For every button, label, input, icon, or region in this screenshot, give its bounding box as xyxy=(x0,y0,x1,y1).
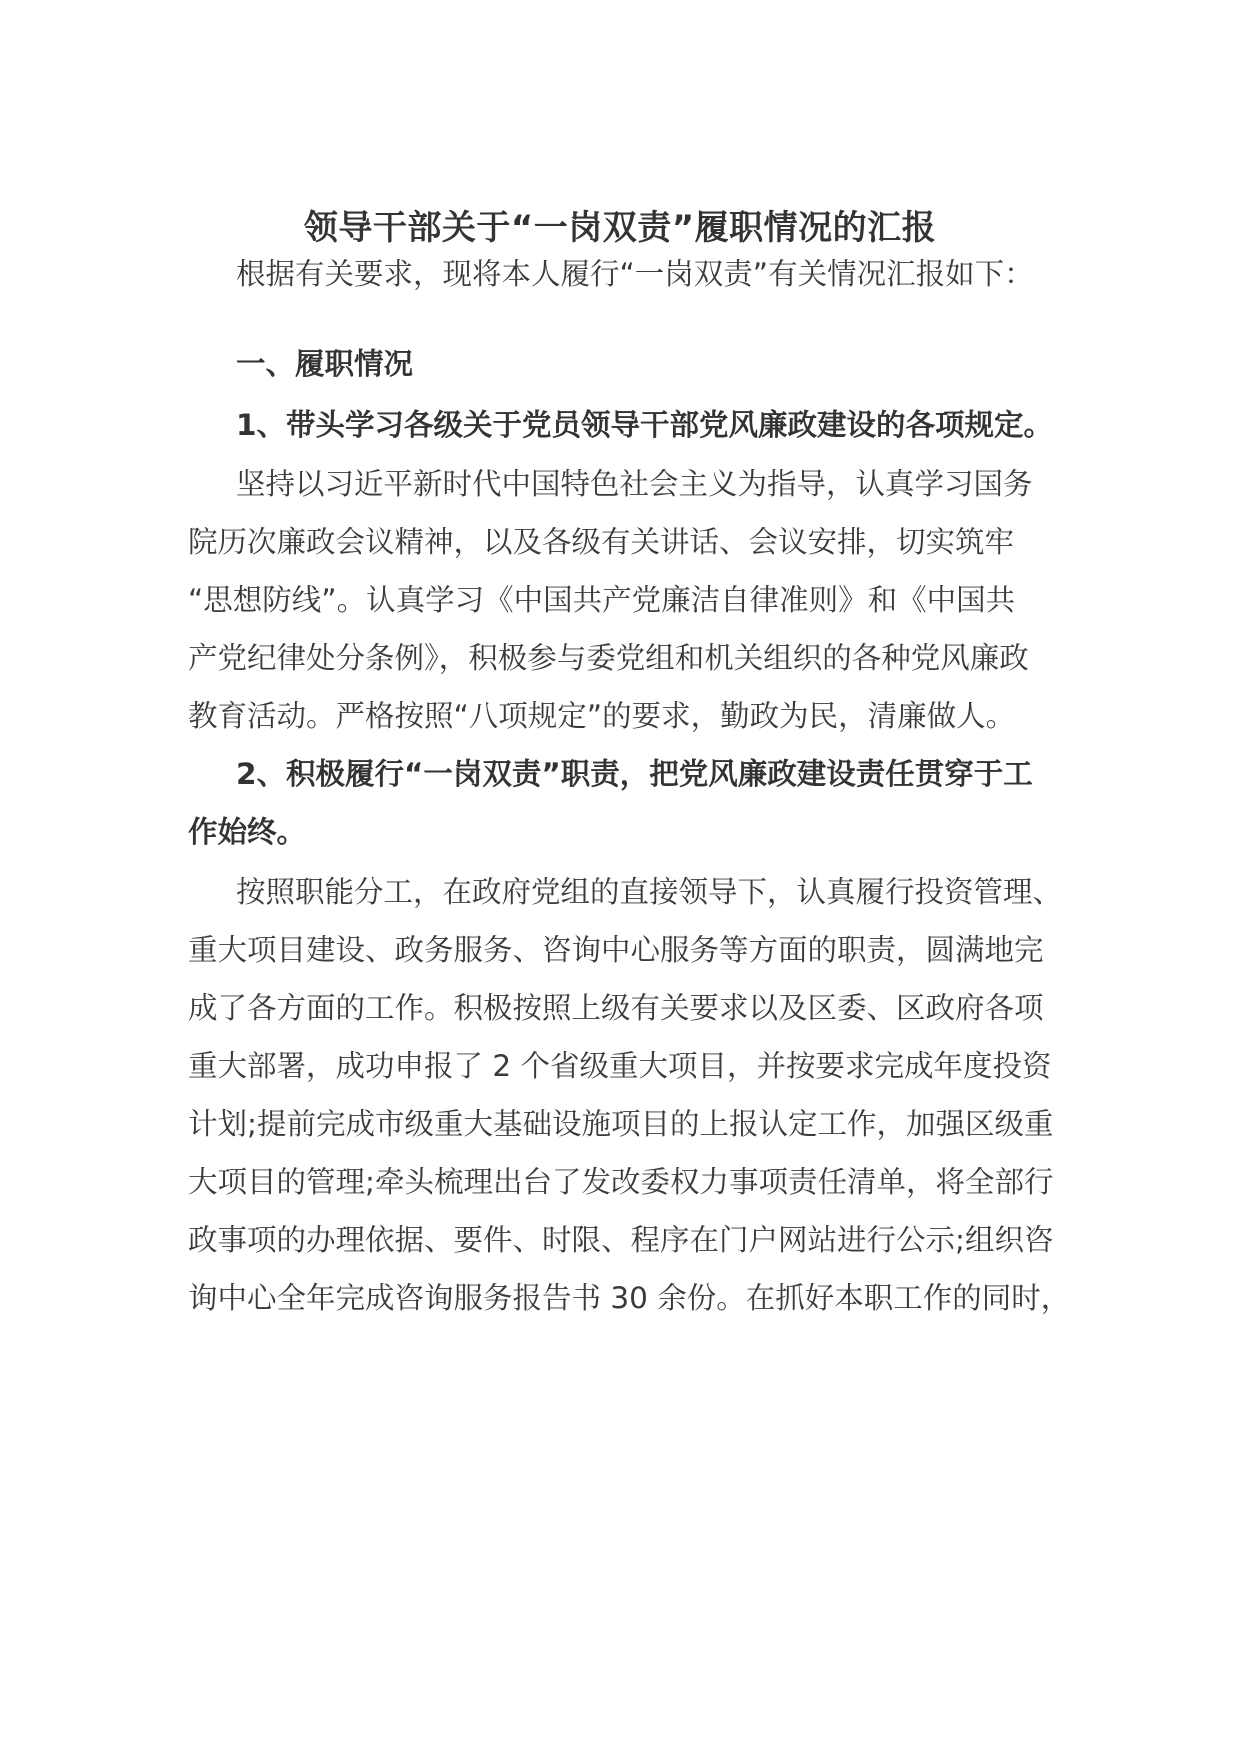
item-1-heading: 1、带头学习各级关于党员领导干部党风廉政建设的各项规定。 xyxy=(236,408,1054,442)
item-1-body-line: 院历次廉政会议精神，以及各级有关讲话、会议安排，切实筑牢 xyxy=(188,525,1015,559)
item-1-body-line: 教育活动。严格按照“八项规定”的要求，勤政为民，清廉做人。 xyxy=(188,699,1016,733)
item-2-heading: 作始终。 xyxy=(188,815,307,849)
item-1-body-line: 坚持以习近平新时代中国特色社会主义为指导，认真学习国务 xyxy=(236,467,1033,501)
item-2-body-line: 计划;提前完成市级重大基础设施项目的上报认定工作，加强区级重 xyxy=(188,1107,1054,1141)
item-2-body-line: 询中心全年完成咨询服务报告书 30 余份。在抓好本职工作的同时， xyxy=(188,1281,1071,1315)
intro-paragraph: 根据有关要求，现将本人履行“一岗双责”有关情况汇报如下： xyxy=(236,257,1034,291)
item-2-body-line: 政事项的办理依据、要件、时限、程序在门户网站进行公示;组织咨 xyxy=(188,1223,1054,1257)
item-2-heading: 2、积极履行“一岗双责”职责，把党风廉政建设责任贯穿于工 xyxy=(236,757,1033,791)
document-title: 领导干部关于“一岗双责”履职情况的汇报 xyxy=(303,208,937,248)
item-1-body-line: 产党纪律处分条例》，积极参与委党组和机关组织的各种党风廉政 xyxy=(188,641,1029,675)
item-1-body-line: “思想防线”。认真学习《中国共产党廉洁自律准则》和《中国共 xyxy=(188,583,1016,617)
item-2-body-line: 按照职能分工，在政府党组的直接领导下，认真履行投资管理、 xyxy=(236,875,1063,909)
item-2-body-line: 重大部署，成功申报了 2 个省级重大项目，并按要求完成年度投资 xyxy=(188,1049,1052,1083)
item-2-body-line: 成了各方面的工作。积极按照上级有关要求以及区委、区政府各项 xyxy=(188,991,1044,1025)
item-2-body-line: 重大项目建设、政务服务、咨询中心服务等方面的职责，圆满地完 xyxy=(188,933,1044,967)
item-2-body-line: 大项目的管理;牵头梳理出台了发改委权力事项责任清单，将全部行 xyxy=(188,1165,1054,1199)
section-heading-performance: 一、履职情况 xyxy=(236,347,414,381)
